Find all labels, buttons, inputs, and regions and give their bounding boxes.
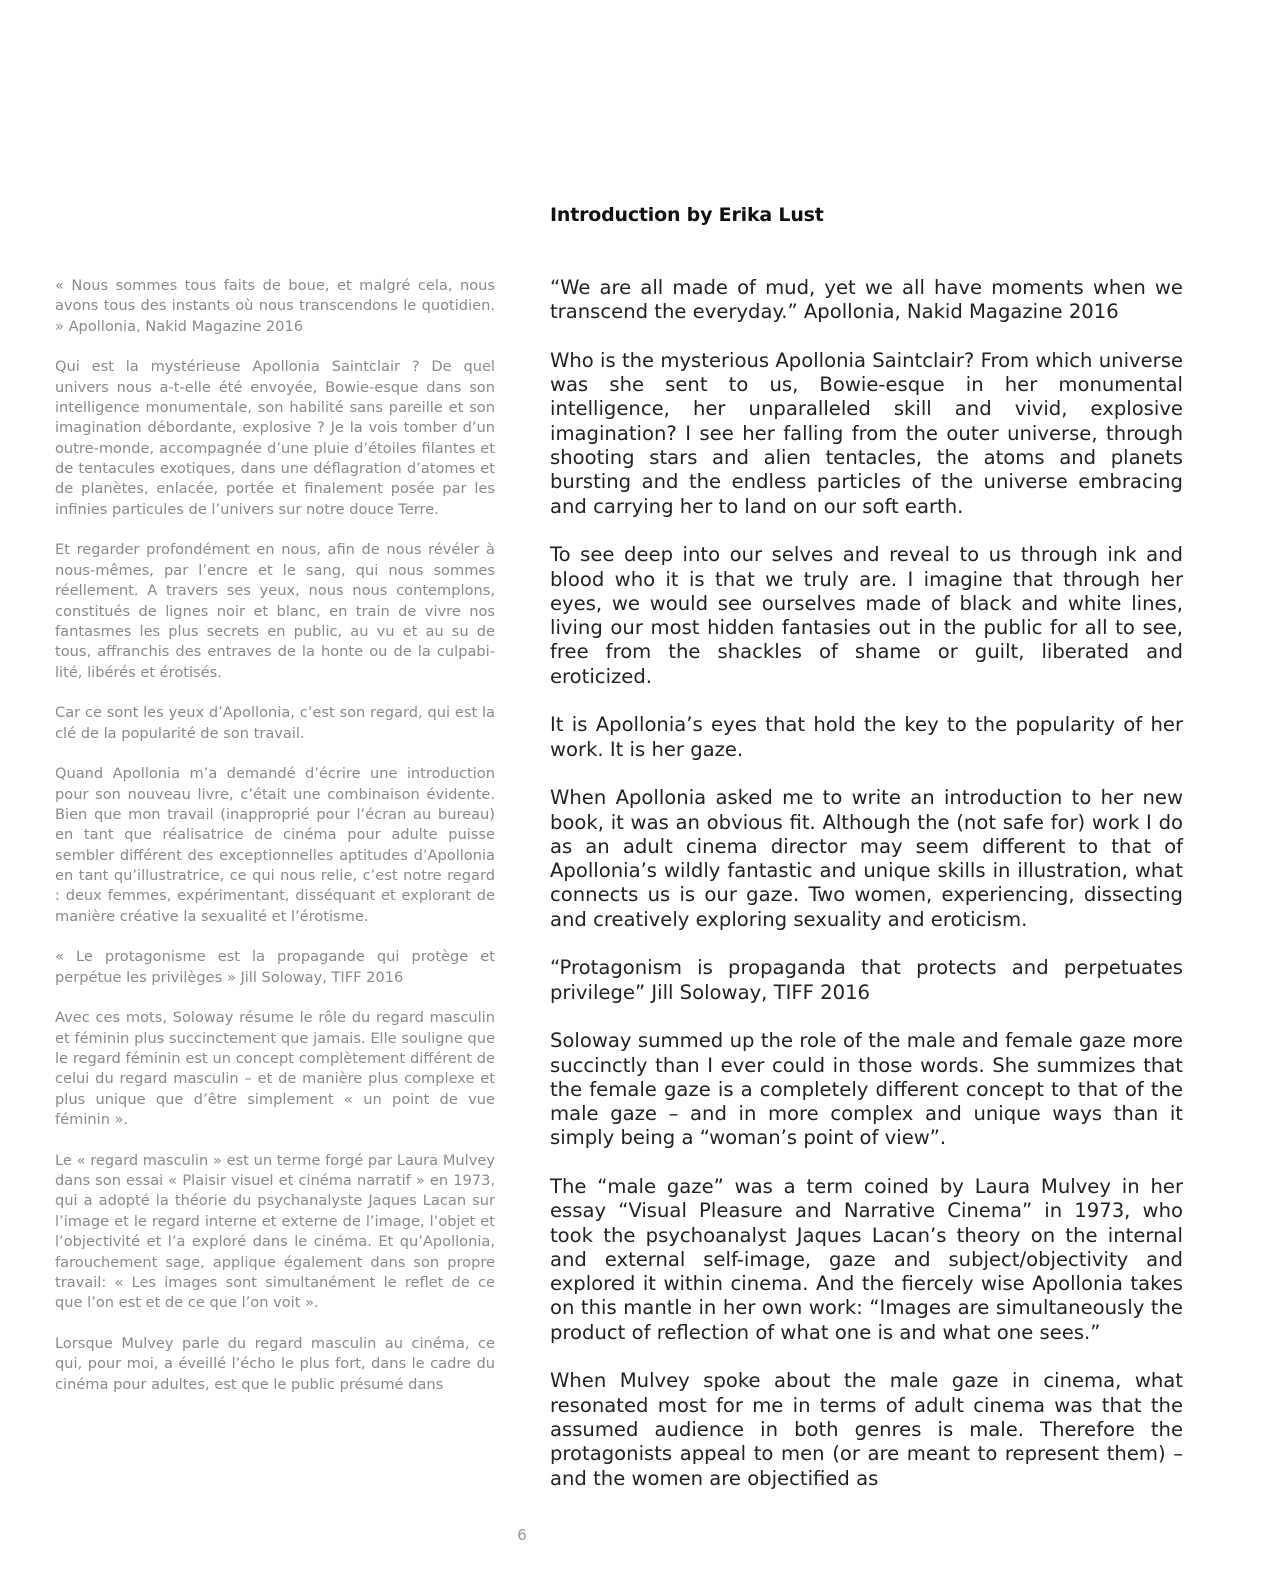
french-column (55, 276, 495, 1395)
english-paragraph: When Mulvey spoke about the male gaze in cinema, what resonated most for me in terms of adult cinema was that the assumed audience in both genres is male. Therefore the protagonists appeal to men (or are meant to represent them) – and the women are objectified as (550, 1369, 1183, 1490)
english-paragraph: To see deep into our selves and reveal to us through ink and blood who it is that we truly are. I imagine that through her eyes, we would see ourselves made of black and white lines, living our most hidden fantasies out in the public for all to see, free from the shackles of shame or guilt, liberated and eroticized. (550, 543, 1183, 688)
french-paragraph: « Le protagonisme est la propagande qui protège et perpétue les privilèges » Jill Soloway, TIFF 2016 (55, 948, 495, 986)
english-column (550, 276, 1183, 1491)
french-paragraph: Le « regard masculin » est un terme forgé par Laura Mulvey dans son essai « Plaisir visuel et cinéma narratif » en 1973, qui a adopté la théorie du psychanalyste Jaques Lacan sur l’image et le regard interne et externe de l’image, l’objet et l’objectivité et l’a exploré dans le cinéma. Et qu’Apollonia, farouchement sage, applique également dans son propre travail: « Les images sont simultanément le reflet de ce que l’on est et de ce que l’on voit ». (55, 1151, 495, 1312)
english-paragraph: Who is the mysterious Apollonia Saintclair? From which universe was she sent to us, Bowie-esque in her monumental intelligence, her unparalleled skill and vivid, explosive imagination? I see her falling from the outer universe, through shooting stars and alien tentacles, the atoms and planets bursting and the endless particles of the universe embracing and carrying her to land on our soft earth. (550, 348, 1183, 518)
page-title: Introduction by Erika Lust (550, 204, 824, 226)
english-paragraph: “Protagonism is propaganda that protects and perpetuates privilege” Jill Soloway, TIFF 2016 (550, 956, 1183, 1004)
french-paragraph: Car ce sont les yeux d’Apollonia, c’est son regard, qui est la clé de la popularité de son travail. (55, 704, 495, 742)
french-paragraph: Et regarder profondément en nous, afin de nous révéler à nous-mêmes, par l’encre et le sang, qui nous sommes réellement. A travers ses yeux, nous nous contemplons, constitués de lignes noir et blanc, en train de vivre nos fantasmes les plus secrets en public, au vu et au su de tous, affranchis des entraves de la honte ou de la culpabilité, libérés et érotisés. (55, 541, 495, 681)
english-paragraph: “We are all made of mud, yet we all have moments when we transcend the everyday.” Apollonia, Nakid Magazine 2016 (550, 276, 1183, 324)
french-paragraph: Qui est la mystérieuse Apollonia Saintclair ? De quel univers nous a-t-elle été envoyée, Bowie-esque dans son intelligence monumentale, son habilité sans pareille et son imagination débordante, explosive ? Je la vois tomber d’un outre-monde, accompagnée d’une pluie d’étoiles filantes et de tentacules exotiques, dans une déflagration d’atomes et de planètes, enlacée, portée et finalement posée par les infinies particules de l’univers sur notre douce Terre. (55, 358, 495, 518)
french-paragraph: Quand Apollonia m’a demandé d’écrire une introduction pour son nouveau livre, c’était une combinaison évidente. Bien que mon travail (inapproprié pour l’écran au bureau) en tant que réalisatrice de cinéma pour adulte puisse sembler différent des exceptionnelles aptitudes d’Apollonia en tant qu’illustratrice, ce qui nous relie, c’est notre regard : deux femmes, expérimentant, disséquant et explorant de manière créative la sexualité et l’érotisme. (55, 765, 495, 925)
french-paragraph: Lorsque Mulvey parle du regard masculin au cinéma, ce qui, pour moi, a éveillé l’écho le plus fort, dans le cadre du cinéma pour adultes, est que le public présumé dans (55, 1334, 495, 1393)
english-paragraph: It is Apollonia’s eyes that hold the key to the popularity of her work. It is her gaze. (550, 713, 1183, 761)
page-number: 6 (517, 1526, 527, 1544)
french-paragraph: Avec ces mots, Soloway résume le rôle du regard masculin et féminin plus succinctement que jamais. Elle souligne que le regard féminin est un concept complètement différent de celui du regard masculin – et de manière plus complexe et plus unique que d’être simplement « un point de vue féminin ». (55, 1009, 495, 1129)
english-paragraph: Soloway summed up the role of the male and female gaze more succinctly than I ever could in those words. She summizes that the female gaze is a completely different concept to that of the male gaze – and in more complex and unique ways than it simply being a “woman’s point of view”. (550, 1029, 1183, 1150)
french-paragraph: « Nous sommes tous faits de boue, et malgré cela, nous avons tous des instants où nous transcendons le quotidien. » Apollonia, Nakid Magazine 2016 (55, 277, 495, 335)
english-paragraph: The “male gaze” was a term coined by Laura Mulvey in her essay “Visual Pleasure and Narrative Cinema” in 1973, who took the psychoanalyst Jaques Lacan’s theory on the internal and external self-image, gaze and subject/objectivity and explored it within cinema. And the fiercely wise Apollonia takes on this mantle in her own work: “Images are simultaneously the product of reflection of what one is and what one sees.” (550, 1174, 1183, 1344)
english-paragraph: When Apollonia asked me to write an introduction to her new book, it was an obvious fit. Although the (not safe for) work I do as an adult cinema director may seem different to that of Apollonia’s wildly fantastic and unique skills in illustration, what connects us is our gaze. Two women, experiencing, dissecting and creatively exploring sexuality and eroticism. (550, 786, 1183, 931)
